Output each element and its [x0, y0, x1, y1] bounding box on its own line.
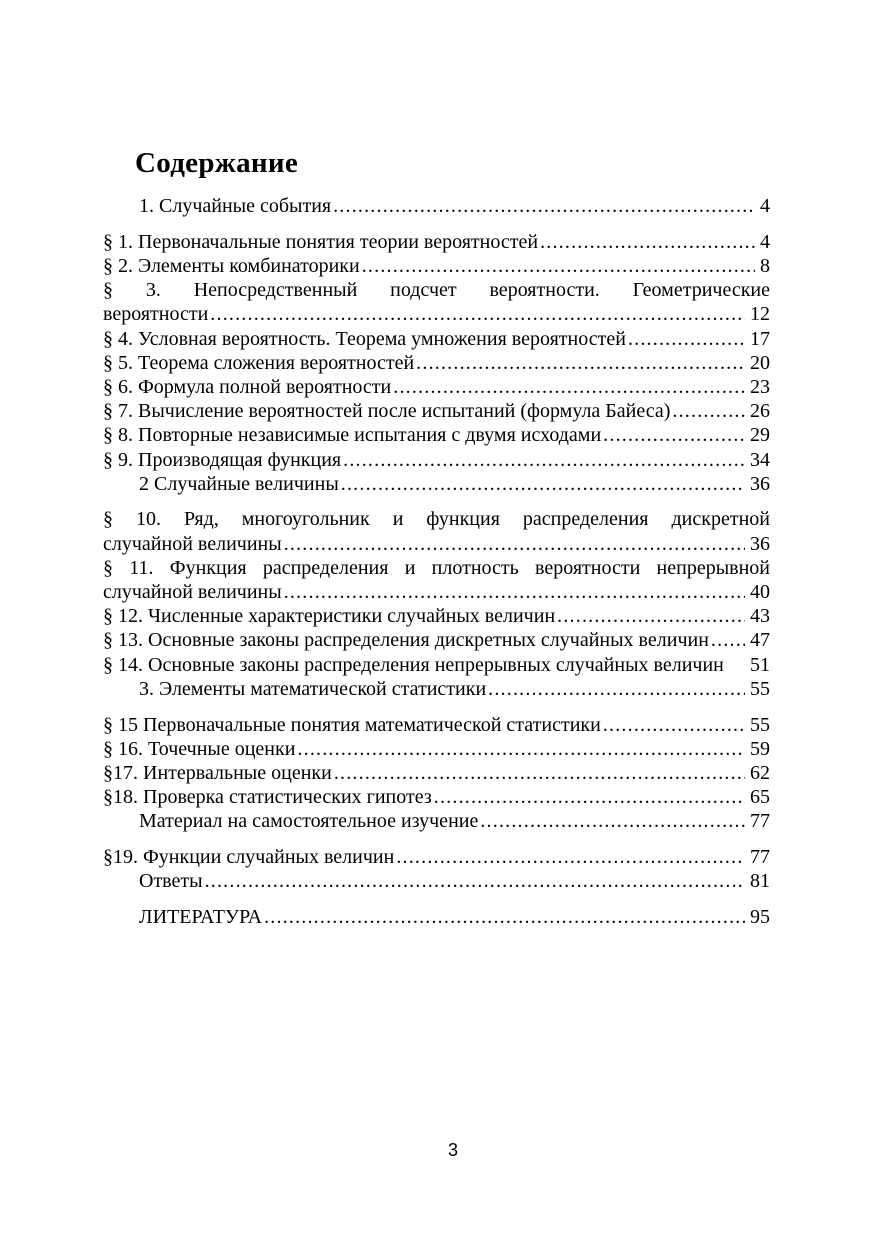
- toc-entry-text: § 13. Основные законы распределения дискретных случайных величин: [103, 629, 709, 652]
- dot-leader: [205, 869, 745, 893]
- toc-entry-row: [103, 628, 770, 652]
- dot-leader: [284, 532, 745, 556]
- toc-entry-text: § 11. Функция распределения и плотность вероятности непрерывной: [103, 556, 770, 579]
- toc-entry-row: [103, 713, 770, 737]
- dot-leader: [540, 230, 755, 254]
- toc-entry: [103, 677, 770, 701]
- toc-entry-page: 77: [750, 810, 770, 833]
- toc-entry: [103, 604, 770, 628]
- dot-leader: [711, 628, 745, 652]
- dot-leader: [393, 375, 745, 399]
- toc-entry-text: 2 Случайные величины: [139, 472, 339, 495]
- dot-leader: [603, 423, 745, 447]
- toc-entry-text: § 9. Производящая функция: [103, 448, 342, 471]
- toc-entry: [103, 653, 770, 677]
- dot-leader: [628, 327, 745, 351]
- dot-leader: [341, 472, 745, 496]
- toc-entry-page: 65: [750, 786, 770, 809]
- toc-entry-row: [103, 472, 770, 496]
- toc-entry: [103, 556, 770, 604]
- toc-entry-row: [103, 785, 770, 809]
- dot-leader: [416, 351, 745, 375]
- toc-entry-page: 8: [760, 254, 770, 277]
- toc-entry-row: [103, 809, 770, 833]
- toc-entry-page: 40: [750, 581, 770, 604]
- toc-entry-page: 55: [750, 677, 770, 700]
- dot-leader: [343, 448, 745, 472]
- toc-entry: [103, 507, 770, 555]
- toc-entry: [103, 869, 770, 893]
- toc-entry-text: § 15 Первоначальные понятия математической статистики: [103, 713, 601, 736]
- toc-entry-row: [103, 604, 770, 628]
- dot-leader: [362, 254, 755, 278]
- dot-leader: [284, 580, 745, 604]
- toc-entry-row: [103, 399, 770, 423]
- toc-entry: [103, 737, 770, 761]
- toc-entry: [103, 278, 770, 326]
- toc-entry: [103, 399, 770, 423]
- toc-entry-page: 20: [750, 351, 770, 374]
- page-number-label: 3: [447, 1140, 458, 1160]
- dot-leader: [333, 194, 755, 218]
- toc-entry-text: § 1. Первоначальные понятия теории вероятностей: [103, 230, 539, 253]
- toc-entry-text: §17. Интервальные оценки: [103, 761, 332, 784]
- toc-entry-text: Ответы: [139, 870, 203, 893]
- toc-entry-text: §18. Проверка статистических гипотез: [103, 786, 432, 809]
- toc-entry: [103, 194, 770, 218]
- toc-entry-row: [103, 194, 770, 218]
- toc-entry-page: 43: [750, 605, 770, 628]
- toc-entry-text: § 3. Непосредственный подсчет вероятности. Геометрические: [103, 279, 770, 302]
- toc-entry: [103, 448, 770, 472]
- page-footer: [0, 1139, 876, 1161]
- toc-entry-page: 77: [750, 846, 770, 869]
- toc-entry-page: 29: [750, 424, 770, 447]
- toc-entry-row: [103, 351, 770, 375]
- toc-entry-text: § 6. Формула полной вероятности: [103, 375, 392, 398]
- toc-entry-page: 34: [750, 448, 770, 471]
- toc-entry-text: § 4. Условная вероятность. Теорема умножения вероятностей: [103, 327, 626, 350]
- toc-entry-row: [103, 230, 770, 254]
- toc-entry-row: [103, 905, 770, 929]
- toc-entry-row: [103, 375, 770, 399]
- toc-entry-row: [103, 677, 770, 701]
- toc-entry-row: [103, 448, 770, 472]
- toc-entry-continuation: [103, 532, 770, 556]
- toc-entry-text: § 10. Ряд, многоугольник и функция распределения дискретной: [103, 508, 770, 531]
- toc-entry-row: [103, 653, 770, 677]
- toc-entry-text: вероятности: [103, 303, 209, 326]
- toc-entry-page: 59: [750, 737, 770, 760]
- toc-entry-text: § 16. Точечные оценки: [103, 737, 296, 760]
- toc-entry-page: 4: [760, 195, 770, 217]
- table-of-contents: [103, 194, 770, 929]
- toc-entry-text: ЛИТЕРАТУРА: [139, 905, 263, 928]
- toc-entry: [103, 809, 770, 833]
- toc-entry: [103, 713, 770, 737]
- toc-entry: [103, 761, 770, 785]
- toc-entry: [103, 472, 770, 496]
- toc-entry-page: 26: [750, 400, 770, 423]
- dot-leader: [297, 737, 745, 761]
- dot-leader: [434, 785, 745, 809]
- toc-entry: [103, 845, 770, 869]
- toc-entry-text: §19. Функции случайных величин: [103, 846, 395, 869]
- toc-entry-page: 81: [750, 870, 770, 893]
- toc-entry-row: [103, 869, 770, 893]
- toc-entry-text: § 14. Основные законы распределения непрерывных случайных величин: [103, 653, 724, 676]
- toc-entry-text: § 5. Теорема сложения вероятностей: [103, 351, 415, 374]
- dot-leader: [488, 677, 745, 701]
- toc-entry-page: 23: [750, 375, 770, 398]
- toc-entry-row: [103, 845, 770, 869]
- toc-entry-page: 51: [750, 653, 770, 676]
- toc-entry: [103, 230, 770, 254]
- page-title: Содержание: [135, 147, 299, 179]
- toc-entry-page: 95: [750, 905, 770, 928]
- toc-entry-page: 4: [760, 230, 770, 253]
- toc-entry: [103, 628, 770, 652]
- toc-entry-page: 17: [750, 327, 770, 350]
- dot-leader: [557, 604, 745, 628]
- toc-entry-text: § 8. Повторные независимые испытания с двумя исходами: [103, 424, 602, 447]
- toc-entry-continuation: [103, 580, 770, 604]
- toc-entry: [103, 423, 770, 447]
- toc-entry-page: 36: [750, 532, 770, 555]
- toc-entry-text: 1. Случайные события: [139, 195, 332, 217]
- toc-entry-text: 3. Элементы математической статистики: [139, 677, 487, 700]
- toc-entry-page: 47: [750, 629, 770, 652]
- toc-entry-page: 36: [750, 472, 770, 495]
- dot-leader: [264, 905, 745, 929]
- toc-entry-continuation: [103, 302, 770, 326]
- toc-entry: [103, 905, 770, 929]
- toc-entry: [103, 351, 770, 375]
- dot-leader: [210, 302, 745, 326]
- toc-entry-text: § 7. Вычисление вероятностей после испытаний (формула Байеса): [103, 400, 671, 423]
- toc-entry-row: [103, 737, 770, 761]
- toc-entry-page: 55: [750, 713, 770, 736]
- dot-leader: [334, 761, 745, 785]
- toc-entry-text: § 2. Элементы комбинаторики: [103, 254, 360, 277]
- toc-entry-text: случайной величины: [103, 581, 282, 604]
- toc-entry-row: [103, 254, 770, 278]
- toc-entry-row: [103, 423, 770, 447]
- toc-entry-page: 62: [750, 761, 770, 784]
- dot-leader: [672, 399, 745, 423]
- toc-entry: [103, 254, 770, 278]
- toc-entry-text: Материал на самостоятельное изучение: [139, 810, 479, 833]
- dot-leader: [603, 713, 745, 737]
- toc-entry-row: [103, 327, 770, 351]
- toc-entry-text: § 12. Численные характеристики случайных величин: [103, 605, 556, 628]
- toc-entry-row: [103, 761, 770, 785]
- toc-entry: [103, 327, 770, 351]
- toc-entry-page: 12: [750, 303, 770, 326]
- dot-leader: [480, 809, 745, 833]
- toc-entry-text: случайной величины: [103, 532, 282, 555]
- dot-leader: [396, 845, 745, 869]
- toc-entry: [103, 375, 770, 399]
- toc-entry: [103, 785, 770, 809]
